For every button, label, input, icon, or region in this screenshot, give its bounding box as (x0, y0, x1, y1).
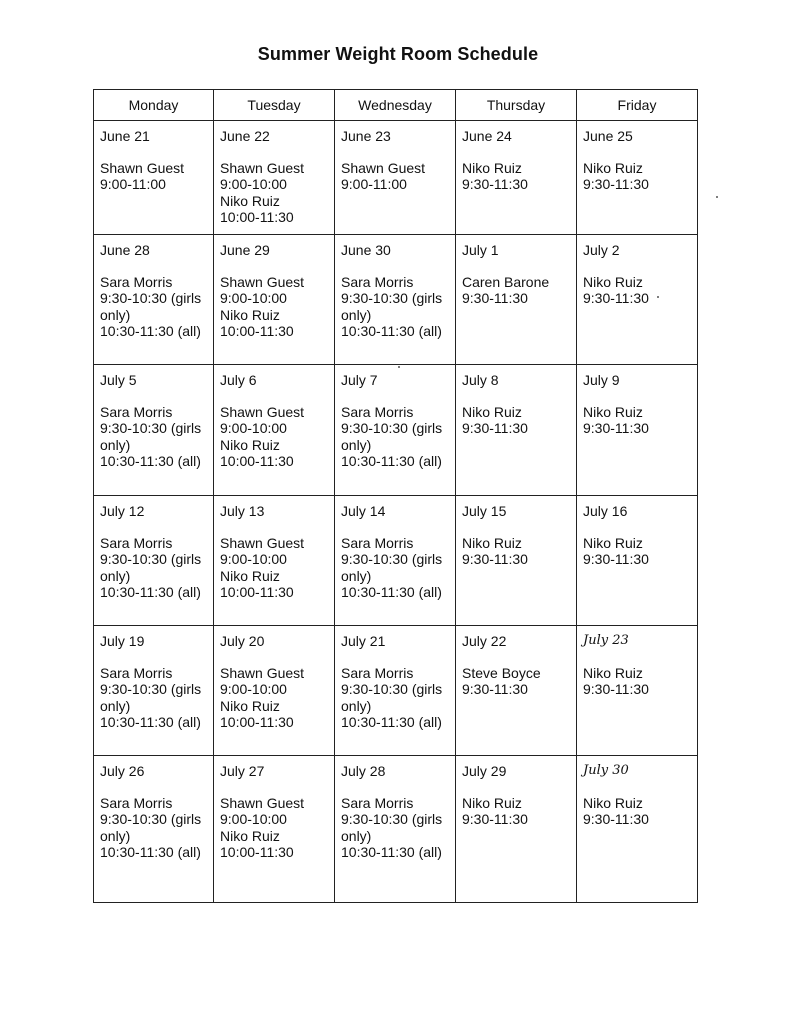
entry-line: Caren Barone (462, 273, 550, 290)
day-cell-tuesday (214, 235, 335, 365)
entry-line: only) (341, 827, 372, 844)
day-cell-wednesday (335, 235, 456, 365)
entry-line: 9:30-10:30 (girls (100, 551, 202, 567)
cell-date: June 21 (100, 128, 150, 144)
entry-line: Sara Morris (341, 273, 414, 290)
cell-date: June 30 (341, 242, 391, 258)
entry-line: 9:00-11:00 (341, 176, 407, 192)
entry-line: 10:00-11:30 (220, 453, 294, 469)
cell-date: July 12 (100, 503, 145, 519)
entry-line: only) (100, 697, 131, 714)
cell-entry (583, 795, 692, 828)
cell-entry (583, 665, 692, 698)
entry-line: Niko Ruiz (220, 827, 280, 844)
day-header-friday: Friday (577, 90, 698, 121)
cell-date: July 20 (220, 633, 265, 649)
entry-line: Sara Morris (341, 664, 414, 681)
cell-entry (583, 404, 692, 437)
entry-line: 10:30-11:30 (all) (100, 453, 201, 469)
entry-line: 9:30-11:30 (462, 176, 528, 192)
entry-line: 10:30-11:30 (all) (100, 714, 201, 730)
cell-entry (583, 535, 692, 568)
cell-date: June 23 (341, 128, 391, 144)
scan-speck (657, 296, 659, 298)
cell-date: July 16 (583, 503, 628, 519)
cell-date: July 19 (100, 633, 145, 649)
cell-date: July 2 (583, 242, 620, 258)
entry-line: Niko Ruiz (583, 534, 643, 551)
cell-entry (100, 795, 208, 861)
day-cell-wednesday (335, 121, 456, 235)
entry-line: Sara Morris (100, 534, 173, 551)
entry-line: Sara Morris (100, 794, 173, 811)
entry-line: 10:30-11:30 (all) (100, 584, 201, 600)
day-cell-tuesday (214, 496, 335, 626)
day-cell-tuesday (214, 121, 335, 235)
entry-line: 10:00-11:30 (220, 209, 294, 225)
cell-date: July 23 (583, 633, 629, 648)
schedule-body (94, 121, 698, 903)
cell-entry (583, 160, 692, 193)
entry-line: Niko Ruiz (583, 664, 643, 681)
cell-entry (462, 160, 571, 193)
week-row (94, 756, 698, 903)
cell-entry (462, 404, 571, 437)
cell-entry (100, 274, 208, 340)
cell-date: July 13 (220, 503, 265, 519)
cell-entry (100, 665, 208, 731)
cell-entry (341, 160, 450, 193)
day-cell-wednesday (335, 365, 456, 496)
cell-entry (462, 535, 571, 568)
entry-line: Shawn Guest (220, 794, 305, 811)
scan-speck (716, 196, 718, 198)
entry-line: 9:30-10:30 (girls (100, 290, 202, 306)
entry-line: 9:00-11:00 (100, 176, 166, 192)
schedule-table (93, 89, 698, 903)
entry-line: Niko Ruiz (220, 697, 280, 714)
week-row (94, 235, 698, 365)
cell-date: July 22 (462, 633, 507, 649)
entry-line: 10:00-11:30 (220, 323, 294, 339)
entry-line: 9:30-11:30 (583, 811, 649, 827)
day-cell-thursday (456, 626, 577, 756)
entry-line: 10:30-11:30 (all) (100, 844, 201, 860)
entry-line: Shawn Guest (220, 534, 305, 551)
day-cell-thursday (456, 121, 577, 235)
cell-date: June 28 (100, 242, 150, 258)
scan-speck (398, 366, 400, 368)
week-row (94, 365, 698, 496)
cell-date: July 14 (341, 503, 386, 519)
cell-entry (220, 665, 329, 731)
entry-line: Sara Morris (341, 794, 414, 811)
entry-line: Shawn Guest (220, 159, 305, 176)
entry-line: only) (100, 436, 131, 453)
cell-date: July 27 (220, 763, 265, 779)
cell-date: July 1 (462, 242, 499, 258)
entry-line: 9:30-11:30 (583, 551, 649, 567)
day-cell-tuesday (214, 756, 335, 903)
cell-date: July 21 (341, 633, 386, 649)
entry-line: Niko Ruiz (462, 159, 522, 176)
entry-line: only) (341, 697, 372, 714)
entry-line: 9:00-10:00 (220, 551, 287, 567)
entry-line: Steve Boyce (462, 664, 541, 681)
day-cell-thursday (456, 235, 577, 365)
entry-line: Sara Morris (100, 664, 173, 681)
entry-line: 9:30-11:30 (583, 681, 649, 697)
entry-line: Shawn Guest (220, 403, 305, 420)
entry-line: Niko Ruiz (583, 159, 643, 176)
entry-line: only) (100, 827, 131, 844)
entry-line: Sara Morris (100, 273, 173, 290)
entry-line: 9:00-10:00 (220, 681, 287, 697)
day-cell-wednesday (335, 756, 456, 903)
entry-line: Niko Ruiz (583, 403, 643, 420)
cell-entry (220, 795, 329, 861)
entry-line: Niko Ruiz (462, 794, 522, 811)
cell-entry (100, 535, 208, 601)
day-cell-friday (577, 756, 698, 903)
entry-line: Shawn Guest (341, 159, 426, 176)
day-cell-thursday (456, 365, 577, 496)
entry-line: 9:30-11:30 (462, 420, 528, 436)
entry-line: 10:30-11:30 (all) (341, 714, 442, 730)
entry-line: 9:00-10:00 (220, 176, 287, 192)
cell-entry (583, 274, 692, 307)
entry-line: 9:30-10:30 (girls (100, 681, 202, 697)
entry-line: 10:30-11:30 (all) (341, 584, 442, 600)
cell-entry (220, 160, 329, 226)
entry-line: 10:00-11:30 (220, 714, 294, 730)
entry-line: Niko Ruiz (583, 273, 643, 290)
entry-line: 9:00-10:00 (220, 290, 287, 306)
cell-entry (100, 160, 208, 193)
cell-entry (341, 404, 450, 470)
cell-date: July 29 (462, 763, 507, 779)
entry-line: 9:30-11:30 (462, 290, 528, 306)
cell-entry (100, 404, 208, 470)
day-cell-monday (94, 626, 214, 756)
entry-line: Shawn Guest (220, 664, 305, 681)
entry-line: only) (100, 306, 131, 323)
week-row (94, 496, 698, 626)
cell-entry (341, 535, 450, 601)
entry-line: Niko Ruiz (462, 403, 522, 420)
cell-entry (341, 665, 450, 731)
day-cell-thursday (456, 756, 577, 903)
entry-line: Sara Morris (100, 403, 173, 420)
day-cell-tuesday (214, 365, 335, 496)
entry-line: 9:30-10:30 (girls (100, 420, 202, 436)
entry-line: 10:30-11:30 (all) (341, 323, 442, 339)
entry-line: Sara Morris (341, 534, 414, 551)
day-cell-wednesday (335, 626, 456, 756)
cell-date: July 5 (100, 372, 137, 388)
entry-line: 9:00-10:00 (220, 811, 287, 827)
entry-line: 10:30-11:30 (all) (341, 844, 442, 860)
entry-line: only) (341, 436, 372, 453)
entry-line: only) (341, 567, 372, 584)
cell-entry (220, 404, 329, 470)
cell-date: July 7 (341, 372, 378, 388)
cell-date: July 26 (100, 763, 145, 779)
entry-line: Niko Ruiz (220, 306, 280, 323)
entry-line: 9:30-11:30 (462, 681, 528, 697)
cell-date: June 22 (220, 128, 270, 144)
entry-line: Niko Ruiz (462, 534, 522, 551)
entry-line: 10:30-11:30 (all) (341, 453, 442, 469)
cell-entry (462, 795, 571, 828)
header-row (94, 90, 698, 121)
entry-line: 9:30-10:30 (girls (341, 681, 443, 697)
entry-line: only) (341, 306, 372, 323)
cell-date: June 25 (583, 128, 633, 144)
entry-line: Niko Ruiz (220, 567, 280, 584)
week-row (94, 121, 698, 235)
cell-entry (220, 535, 329, 601)
cell-entry (462, 274, 571, 307)
entry-line: 9:30-11:30 (583, 420, 649, 436)
entry-line: Shawn Guest (100, 159, 185, 176)
cell-entry (341, 274, 450, 340)
day-cell-thursday (456, 496, 577, 626)
entry-line: Shawn Guest (220, 273, 305, 290)
day-cell-monday (94, 235, 214, 365)
entry-line: Sara Morris (341, 403, 414, 420)
entry-line: 10:30-11:30 (all) (100, 323, 201, 339)
cell-date: July 6 (220, 372, 257, 388)
cell-entry (341, 795, 450, 861)
entry-line: 9:30-11:30 (462, 551, 528, 567)
entry-line: only) (100, 567, 131, 584)
entry-line: 9:30-10:30 (girls (341, 811, 443, 827)
cell-date: June 29 (220, 242, 270, 258)
entry-line: 9:30-11:30 (583, 176, 649, 192)
page-title: Summer Weight Room Schedule (257, 44, 539, 64)
cell-date: July 8 (462, 372, 499, 388)
day-cell-friday (577, 365, 698, 496)
day-header-thursday: Thursday (456, 90, 577, 121)
entry-line: 10:00-11:30 (220, 584, 294, 600)
cell-date: July 28 (341, 763, 386, 779)
entry-line: Niko Ruiz (220, 436, 280, 453)
day-cell-tuesday (214, 626, 335, 756)
cell-date: July 9 (583, 372, 620, 388)
day-cell-monday (94, 365, 214, 496)
entry-line: 9:30-11:30 (462, 811, 528, 827)
day-header-monday: Monday (94, 90, 214, 121)
entry-line: Niko Ruiz (220, 192, 280, 209)
day-cell-friday (577, 235, 698, 365)
cell-entry (462, 665, 571, 698)
entry-line: 9:30-10:30 (girls (100, 811, 202, 827)
day-cell-friday (577, 121, 698, 235)
day-cell-monday (94, 121, 214, 235)
entry-line: 9:30-10:30 (girls (341, 290, 443, 306)
entry-line: 9:30-11:30 (583, 290, 649, 306)
day-cell-wednesday (335, 496, 456, 626)
day-cell-monday (94, 496, 214, 626)
day-cell-friday (577, 496, 698, 626)
day-header-tuesday: Tuesday (214, 90, 335, 121)
entry-line: 9:30-10:30 (girls (341, 420, 443, 436)
day-header-wednesday: Wednesday (335, 90, 456, 121)
entry-line: 9:00-10:00 (220, 420, 287, 436)
entry-line: 9:30-10:30 (girls (341, 551, 443, 567)
cell-date: July 30 (583, 763, 629, 778)
day-cell-monday (94, 756, 214, 903)
day-cell-friday (577, 626, 698, 756)
cell-date: July 15 (462, 503, 507, 519)
entry-line: Niko Ruiz (583, 794, 643, 811)
entry-line: 10:00-11:30 (220, 844, 294, 860)
cell-date: June 24 (462, 128, 512, 144)
cell-entry (220, 274, 329, 340)
week-row (94, 626, 698, 756)
